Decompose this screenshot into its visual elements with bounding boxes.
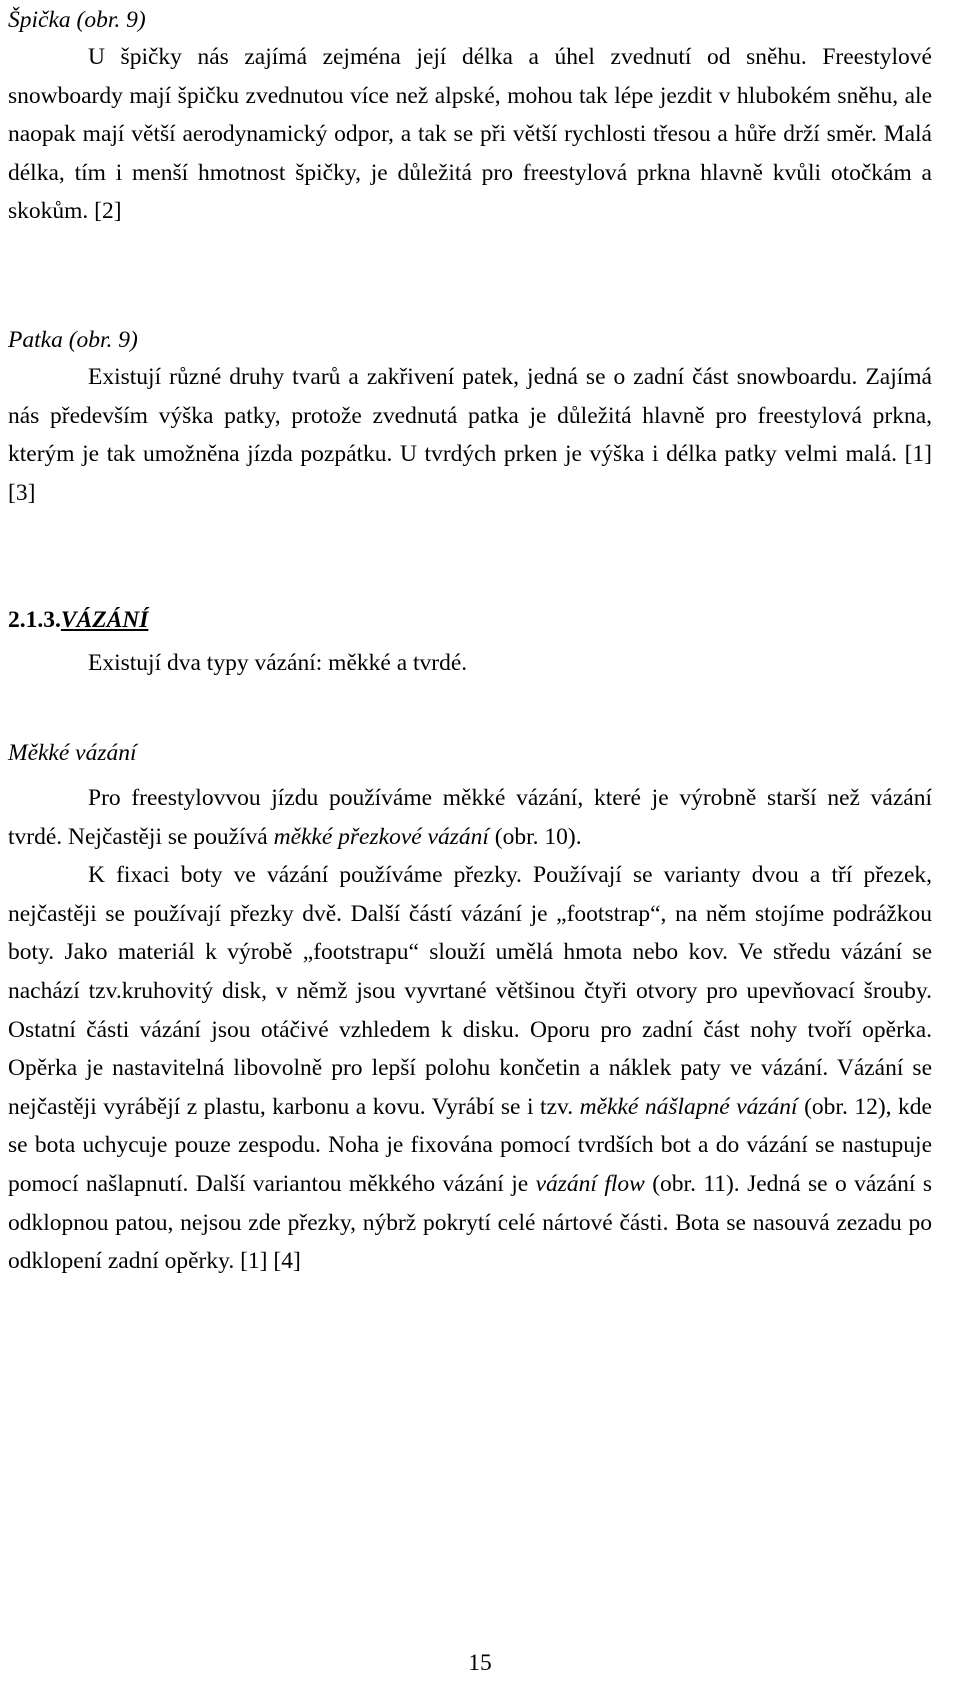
paragraph-mekke-1-emphasis: měkké přezkové vázání <box>273 823 489 850</box>
section-number: 2.1.3. <box>8 607 61 633</box>
paragraph-mekke-2-emphasis-2: vázání flow <box>535 1170 645 1197</box>
section-mekke <box>8 735 932 1281</box>
paragraph-mekke-2 <box>8 856 932 1281</box>
paragraph-vazani-intro <box>8 644 932 683</box>
paragraph-mekke-2-text-c: (obr. 11). Jedná se o vázání s odklopnou patou, nejsou zde přezky, nýbrž pokrytí celé nártové části. Bota se nasouvá zezadu po odklopení zadní opěrky. [1] [4] <box>8 1170 932 1275</box>
paragraph-mekke-2-emphasis-1: měkké nášlapné vázání <box>579 1093 798 1120</box>
paragraph-mekke-1-text-a: Pro freestylovvou jízdu používáme měkké vázání, které je výrobně starší než vázání tvrdé. Nejčastěji se používá <box>8 785 932 850</box>
subheading-spicka: Špička (obr. 9) <box>8 7 146 33</box>
subheading-mekke: Měkké vázání <box>8 740 137 766</box>
section-title <box>8 602 932 638</box>
section-spicka <box>8 2 932 231</box>
paragraph-mekke-1-text-b: (obr. 10). <box>488 823 582 850</box>
section-patka <box>8 322 932 512</box>
paragraph-patka-text: Existují různé druhy tvarů a zakřivení patek, jedná se o zadní část snowboardu. Zajímá nás především výška patky, protože zvednutá patka je důležitá hlavně pro freestylová prkna, kterým je tak umožněna jízda pozpátku. U tvrdých prken je výška i délka patky velmi malá. [1] [3] <box>8 364 932 506</box>
paragraph-spicka-text: U špičky nás zajímá zejména její délka a úhel zvednutí od sněhu. Freestylové snowboardy mají špičku zvednutou více než alpské, mohou tak lépe jezdit v hlubokém sněhu, ale naopak mají větší aerodynamický odpor, a tak se při větší rychlosti třesou a hůře drží směr. Malá délka, tím i menší hmotnost špičky, je důležitá pro freestylová prkna hlavně kvůli otočkám a skokům. [2] <box>8 44 932 225</box>
paragraph-mekke-2-text-b: (obr. 12), kde se bota uchycuje pouze zespodu. Noha je fixována pomocí tvrdších bot a do vázání se nastupuje pomocí našlapnutí. Další variantou měkkého vázání je <box>8 1093 932 1197</box>
paragraph-patka <box>8 358 932 512</box>
paragraph-mekke-1 <box>8 779 932 856</box>
paragraph-vazani-intro-text: Existují dva typy vázání: měkké a tvrdé. <box>88 650 468 676</box>
paragraph-spicka <box>8 38 932 231</box>
section-vazani <box>8 602 932 683</box>
subheading-patka: Patka (obr. 9) <box>8 327 138 353</box>
page-number: 15 <box>468 1650 492 1676</box>
paragraph-mekke-2-text-a: K fixaci boty ve vázání používáme přezky. Používají se varianty dvou a tří přezek, nejčastěji se používají přezky dvě. Další částí vázání je „footstrap“, na něm stojíme podrážkou boty. Jako materiál k výrobě „footstrapu“ slouží umělá hmota nebo kov. Ve středu vázání se nachází tzv.kruhovitý disk, v němž jsou vyvrtané většinou čtyři otvory pro upevňovací šrouby. Ostatní části vázání jsou otáčivé vzhledem k disku. Oporu pro zadní část nohy tvoří opěrka. Opěrka je nastavitelná libovolně pro lepší polohu končetin a náklek paty ve vázání. Vázání se nejčastěji vyrábějí z plastu, karbonu a kovu. Vyrábí se i tzv. <box>8 862 932 1120</box>
section-title-text: VÁZÁNÍ <box>60 607 149 633</box>
